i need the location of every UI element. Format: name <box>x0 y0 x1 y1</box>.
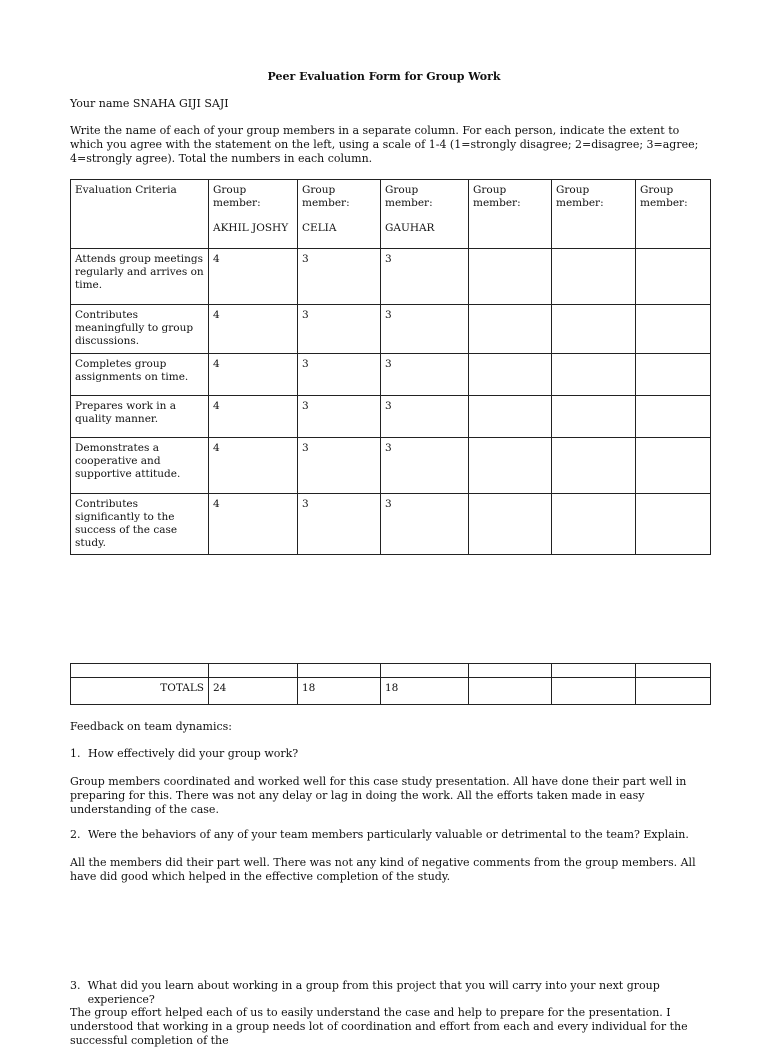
criteria-header: Evaluation Criteria <box>71 180 209 249</box>
criterion-cell: Contributes meaningfully to group discussions. <box>71 305 209 354</box>
question-2 <box>70 828 715 842</box>
table-row <box>71 396 711 438</box>
score-cell: 4 <box>209 305 298 354</box>
score-cell: 4 <box>209 396 298 438</box>
score-cell <box>469 354 552 396</box>
table-row <box>71 305 711 354</box>
score-cell: 3 <box>381 396 469 438</box>
score-cell <box>636 396 711 438</box>
question-number: 1. <box>70 747 81 760</box>
score-cell <box>469 396 552 438</box>
member-header-2: Group member: CELIA <box>298 180 381 249</box>
criterion-cell: Prepares work in a quality manner. <box>71 396 209 438</box>
blank-row <box>71 664 711 678</box>
score-cell <box>552 494 636 555</box>
evaluation-table <box>70 179 711 555</box>
your-name-line: Your name SNAHA GIJI SAJI <box>70 97 229 110</box>
score-cell <box>636 249 711 305</box>
member-name-1: AKHIL JOSHY <box>213 222 289 234</box>
member-header-3: Group member: GAUHAR <box>381 180 469 249</box>
question-number: 3. <box>70 979 81 992</box>
total-cell: 18 <box>381 678 469 705</box>
question-text: How effectively did your group work? <box>88 747 299 760</box>
criterion-cell: Contributes significantly to the success of the case study. <box>71 494 209 555</box>
total-cell <box>469 678 552 705</box>
member-header-4: Group member: <box>469 180 552 249</box>
total-cell: 18 <box>298 678 381 705</box>
answer-2: All the members did their part well. There was not any kind of negative comments from the group members. All have did good which helped in the effective completion of the study. <box>70 856 696 883</box>
score-cell: 3 <box>298 354 381 396</box>
score-cell <box>636 438 711 494</box>
question-number: 2. <box>70 828 81 841</box>
score-cell: 4 <box>209 249 298 305</box>
member-header-5: Group member: <box>552 180 636 249</box>
score-cell: 3 <box>381 249 469 305</box>
score-cell <box>552 249 636 305</box>
score-cell: 4 <box>209 438 298 494</box>
score-cell <box>469 438 552 494</box>
score-cell: 4 <box>209 354 298 396</box>
member-name-3: GAUHAR <box>385 222 435 234</box>
question-3 <box>70 979 715 1007</box>
criterion-cell: Completes group assignments on time. <box>71 354 209 396</box>
score-cell: 3 <box>381 438 469 494</box>
score-cell <box>469 305 552 354</box>
table-row <box>71 354 711 396</box>
member-header-1: Group member: AKHIL JOSHY <box>209 180 298 249</box>
score-cell: 4 <box>209 494 298 555</box>
member-name-2: CELIA <box>302 222 337 234</box>
score-cell <box>636 494 711 555</box>
score-cell: 3 <box>298 249 381 305</box>
score-cell: 3 <box>298 305 381 354</box>
score-cell <box>636 305 711 354</box>
member-header-6: Group member: <box>636 180 711 249</box>
question-text: What did you learn about working in a group from this project that you will carry into your next group experience? <box>87 979 660 1006</box>
score-cell <box>552 396 636 438</box>
answer-1: Group members coordinated and worked well for this case study presentation. All have done their part well in preparing for this. There was not any delay or lag in doing the work. All the efforts taken made in easy understanding of the case. <box>70 775 687 816</box>
score-cell: 3 <box>298 438 381 494</box>
score-cell: 3 <box>298 396 381 438</box>
totals-row <box>71 678 711 705</box>
criterion-cell: Attends group meetings regularly and arrives on time. <box>71 249 209 305</box>
score-cell <box>552 438 636 494</box>
score-cell <box>552 305 636 354</box>
answer-3: The group effort helped each of us to easily understand the case and help to prepare for the presentation. I understood that working in a group needs lot of coordination and effort from each and every individual for the successful completion of the <box>70 1006 688 1047</box>
score-cell <box>469 494 552 555</box>
total-cell <box>636 678 711 705</box>
header-row <box>71 180 711 249</box>
totals-label: TOTALS <box>71 678 209 705</box>
table-row <box>71 438 711 494</box>
page-title: Peer Evaluation Form for Group Work <box>267 70 501 83</box>
score-cell: 3 <box>298 494 381 555</box>
question-text: Were the behaviors of any of your team members particularly valuable or detrimental to the team? Explain. <box>88 828 689 841</box>
score-cell: 3 <box>381 494 469 555</box>
feedback-heading: Feedback on team dynamics: <box>70 720 232 733</box>
criterion-cell: Demonstrates a cooperative and supportive attitude. <box>71 438 209 494</box>
table-row <box>71 249 711 305</box>
score-cell: 3 <box>381 354 469 396</box>
score-cell: 3 <box>381 305 469 354</box>
total-cell: 24 <box>209 678 298 705</box>
score-cell <box>469 249 552 305</box>
question-1 <box>70 747 715 761</box>
table-row <box>71 494 711 555</box>
total-cell <box>552 678 636 705</box>
score-cell <box>552 354 636 396</box>
instructions: Write the name of each of your group members in a separate column. For each person, indicate the extent to which you agree with the statement on the left, using a scale of 1-4 (1=strongly disagree; 2=disagree; 3=agree; 4=strongly agree). Total the numbers in each column. <box>70 124 699 165</box>
score-cell <box>636 354 711 396</box>
totals-table <box>70 663 711 705</box>
